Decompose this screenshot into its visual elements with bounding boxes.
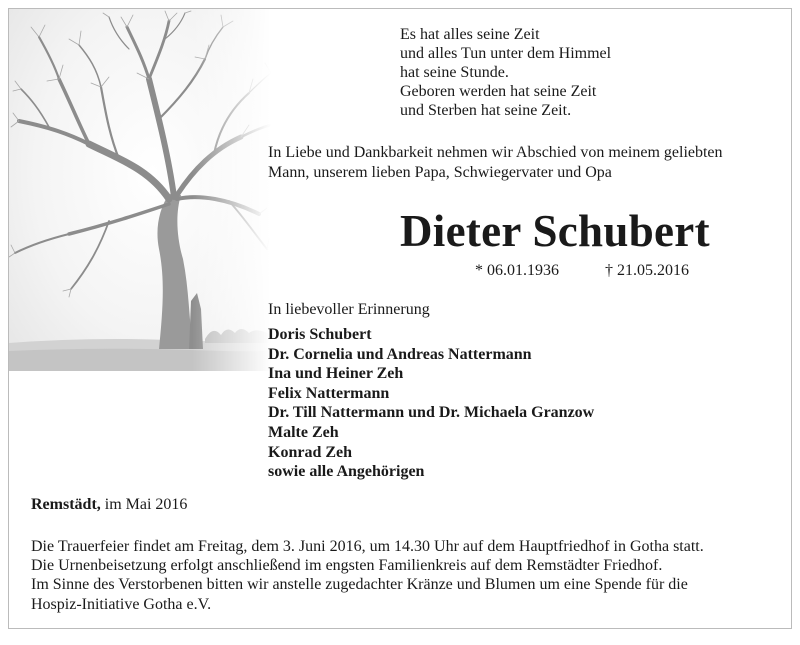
deceased-name: Dieter Schubert (400, 206, 710, 256)
mourners-list (268, 325, 594, 482)
tree-photo-icon (9, 9, 271, 371)
mourner: Malte Zeh (268, 423, 339, 441)
funeral-info (31, 537, 704, 614)
place-date (31, 495, 187, 515)
info-line: Im Sinne des Verstorbenen bitten wir anstelle zugedachter Kränze und Blumen um eine Spende für die (31, 576, 688, 594)
intro-line: In Liebe und Dankbarkeit nehmen wir Abschied von meinem geliebten (268, 144, 723, 161)
intro-line: Mann, unserem lieben Papa, Schwiegervater und Opa (268, 163, 612, 181)
mourner: sowie alle Angehörigen (268, 463, 425, 481)
poem (400, 25, 611, 120)
mourner: Felix Nattermann (268, 384, 390, 402)
poem-line: Es hat alles seine Zeit (400, 26, 540, 43)
obituary-notice (8, 8, 792, 629)
mourner: Ina und Heiner Zeh (268, 365, 404, 383)
mourner: Konrad Zeh (268, 443, 353, 461)
poem-line: und Sterben hat seine Zeit. (400, 102, 572, 119)
info-line: Die Urnenbeisetzung erfolgt anschließend im engsten Familienkreis auf dem Remstädter Friedhof. (31, 557, 663, 575)
mourner: Doris Schubert (268, 326, 372, 343)
place-month: im Mai 2016 (104, 496, 188, 513)
info-line: Hospiz-Initiative Gotha e.V. (31, 595, 212, 613)
poem-line: und alles Tun unter dem Himmel (400, 45, 612, 62)
mourner: Dr. Cornelia und Andreas Nattermann (268, 345, 532, 363)
info-line: Die Trauerfeier findet am Freitag, dem 3. Juni 2016, um 14.30 Uhr auf dem Hauptfriedhof in Gotha statt. (31, 538, 704, 555)
poem-line: hat seine Stunde. (400, 64, 509, 81)
death-date: † 21.05.2016 (605, 262, 689, 279)
memory-line: In liebevoller Erinnerung (268, 301, 430, 318)
birth-date: * 06.01.1936 (475, 262, 559, 279)
mourner: Dr. Till Nattermann und Dr. Michaela Granzow (268, 404, 595, 422)
farewell-intro (268, 143, 723, 182)
place-town: Remstädt, (31, 496, 101, 513)
poem-line: Geboren werden hat seine Zeit (400, 83, 597, 100)
